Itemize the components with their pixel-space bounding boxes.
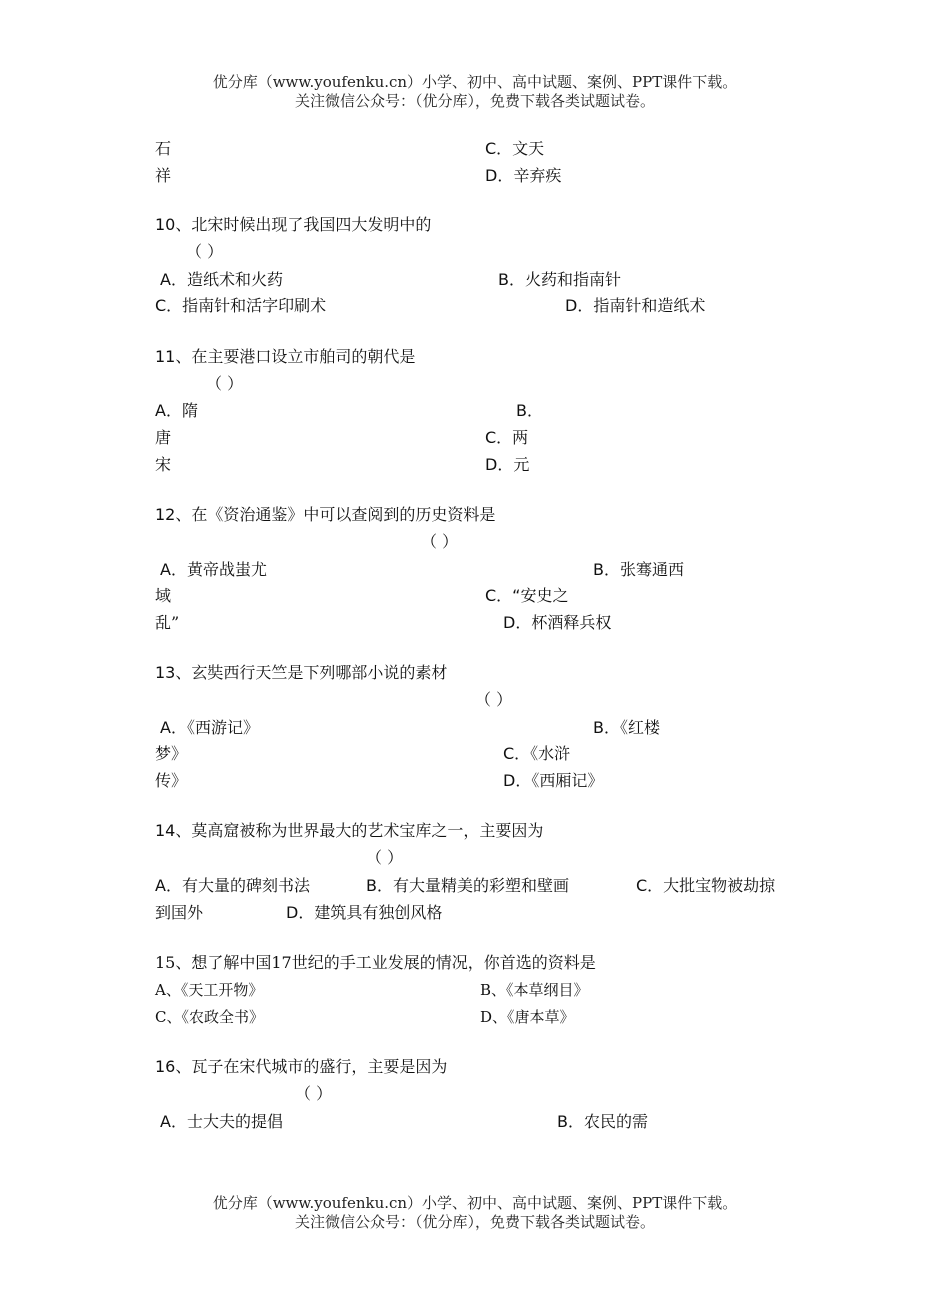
q12-option-c: C．“安史之 xyxy=(485,586,569,605)
footer-line-1: 优分库（www.youfenku.cn）小学、初中、高中试题、案例、PPT课件下载。 xyxy=(212,1194,738,1212)
q12-fragment-2: 乱” xyxy=(155,613,180,632)
q11-option-d: D．元 xyxy=(485,455,530,474)
q10-option-c: C．指南针和活字印刷术 xyxy=(155,296,327,315)
q16-stem: 16、瓦子在宋代城市的盛行，主要是因为 xyxy=(155,1057,448,1076)
q16-option-b: B．农民的需 xyxy=(557,1112,648,1131)
q10-stem: 10、北宋时候出现了我国四大发明中的 xyxy=(155,215,432,234)
q9-option-d: D．辛弃疾 xyxy=(485,166,562,185)
q9-fragment-2: 祥 xyxy=(155,166,172,185)
q13-fragment-1: 梦》 xyxy=(155,744,188,763)
header-line-1: 优分库（www.youfenku.cn）小学、初中、高中试题、案例、PPT课件下载。 xyxy=(212,73,738,91)
q16-answer-paren: （ ） xyxy=(295,1084,333,1103)
q15-option-d: D、《唐本草》 xyxy=(480,1008,575,1026)
q12-stem: 12、在《资治通鉴》中可以查阅到的历史资料是 xyxy=(155,505,496,524)
q14-option-a: A．有大量的碑刻书法 xyxy=(155,876,310,895)
q10-option-d: D．指南针和造纸术 xyxy=(565,296,706,315)
q12-fragment-1: 域 xyxy=(155,586,172,605)
q14-option-b: B．有大量精美的彩塑和壁画 xyxy=(366,876,569,895)
q13-option-b: B．《红楼 xyxy=(593,718,660,737)
q12-option-d: D．杯酒释兵权 xyxy=(503,613,612,632)
header-line-2: 关注微信公众号：（优分库），免费下载各类试题试卷。 xyxy=(294,92,655,110)
footer-line-2: 关注微信公众号：（优分库），免费下载各类试题试卷。 xyxy=(294,1213,655,1231)
q13-answer-paren: （ ） xyxy=(475,690,513,709)
q11-option-a: A．隋 xyxy=(155,401,198,420)
q9-option-c: C．文天 xyxy=(485,139,545,158)
q15-option-b: B、《本草纲目》 xyxy=(480,981,589,999)
q9-fragment-1: 石 xyxy=(155,139,172,158)
q11-option-b: B． xyxy=(516,401,543,420)
q10-option-a: A．造纸术和火药 xyxy=(160,270,283,289)
q14-answer-paren: （ ） xyxy=(366,848,404,867)
q13-stem: 13、玄奘西行天竺是下列哪部小说的素材 xyxy=(155,663,448,682)
q14-option-c: C．大批宝物被劫掠 xyxy=(636,876,776,895)
q15-stem: 15、想了解中国17世纪的手工业发展的情况，你首选的资料是 xyxy=(155,953,596,972)
page-header xyxy=(0,73,950,111)
q10-answer-paren: （ ） xyxy=(186,242,224,261)
q13-option-a: A．《西游记》 xyxy=(160,718,259,737)
q11-stem: 11、在主要港口设立市舶司的朝代是 xyxy=(155,347,416,366)
q11-answer-paren: （ ） xyxy=(206,374,244,393)
q10-option-b: B．火药和指南针 xyxy=(498,270,621,289)
q11-fragment-1: 唐 xyxy=(155,428,172,447)
q11-option-c: C．两 xyxy=(485,428,529,447)
q15-option-a: A、《天工开物》 xyxy=(155,981,264,999)
q13-fragment-2: 传》 xyxy=(155,771,188,790)
q12-option-b: B．张骞通西 xyxy=(593,560,684,579)
q11-fragment-2: 宋 xyxy=(155,455,172,474)
page-footer xyxy=(0,1194,950,1232)
q13-option-d: D．《西厢记》 xyxy=(503,771,604,790)
q12-answer-paren: （ ） xyxy=(421,532,459,551)
q14-option-d: D．建筑具有独创风格 xyxy=(286,903,443,922)
q14-stem: 14、莫高窟被称为世界最大的艺术宝库之一，主要因为 xyxy=(155,821,544,840)
q16-option-a: A．士大夫的提倡 xyxy=(160,1112,283,1131)
q15-option-c: C、《农政全书》 xyxy=(155,1008,264,1026)
q13-option-c: C．《水浒 xyxy=(503,744,571,763)
q12-option-a: A．黄帝战蚩尤 xyxy=(160,560,267,579)
q14-fragment-1: 到国外 xyxy=(155,903,204,922)
